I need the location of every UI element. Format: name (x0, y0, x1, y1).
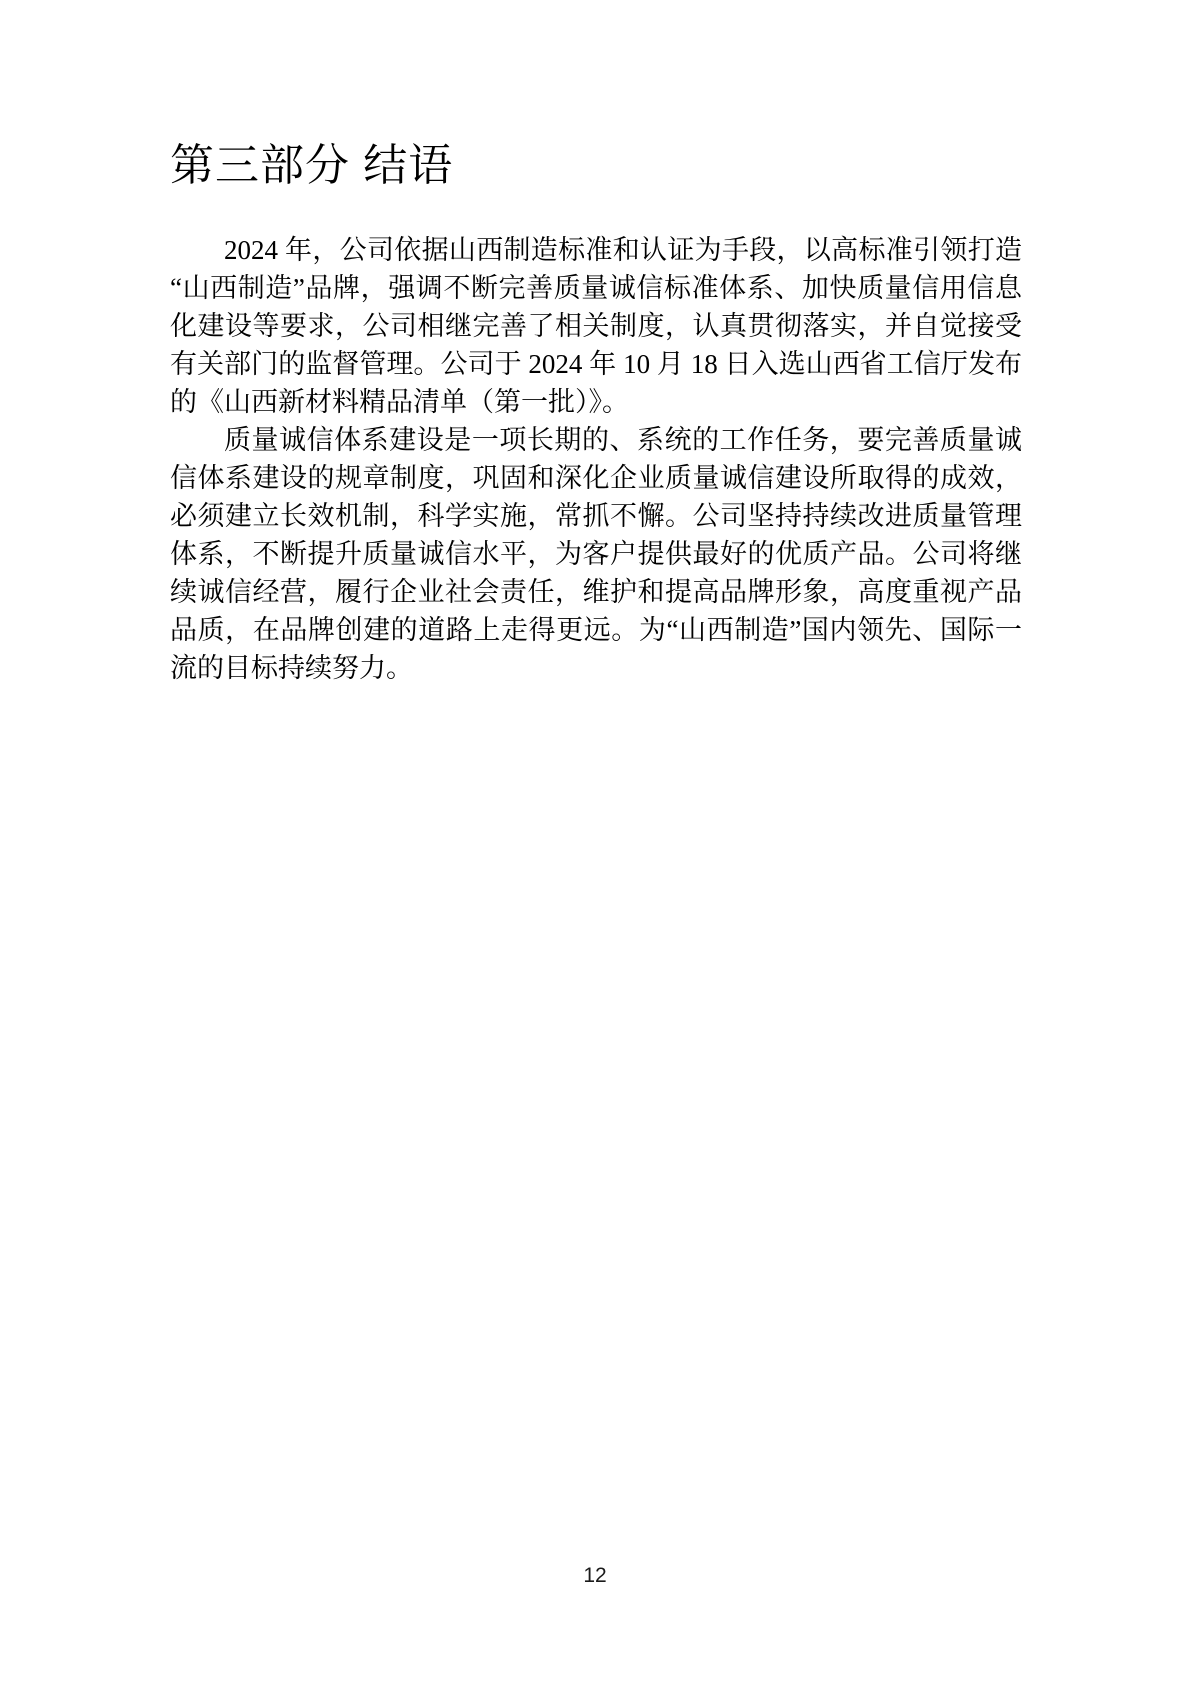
page-number: 12 (583, 1564, 607, 1587)
paragraph-conclusion-2: 质量诚信体系建设是一项长期的、系统的工作任务，要完善质量诚信体系建设的规章制度，巩固和深化企业质量诚信建设所取得的成效，必须建立长效机制，科学实施，常抓不懈。公司坚持持续改进质量管理体系，不断提升质量诚信水平，为客户提供最好的优质产品。公司将继续诚信经营，履行企业社会责任，维护和提高品牌形象，高度重视产品品质，在品牌创建的道路上走得更远。为“山西制造”国内领先、国际一流的目标持续努力。 (170, 424, 1022, 683)
page-content (0, 0, 1190, 687)
paragraph-conclusion-1: 2024 年，公司依据山西制造标准和认证为手段，以高标准引领打造“山西制造”品牌，强调不断完善质量诚信标准体系、加快质量信用信息化建设等要求，公司相继完善了相关制度，认真贯彻落实，并自觉接受有关部门的监督管理。公司于 2024 年 10 月 18 日入选山西省工信厅发布的《山西新材料精品清单（第一批）》。 (170, 234, 1022, 417)
section-heading: 第三部分 结语 (170, 141, 454, 190)
